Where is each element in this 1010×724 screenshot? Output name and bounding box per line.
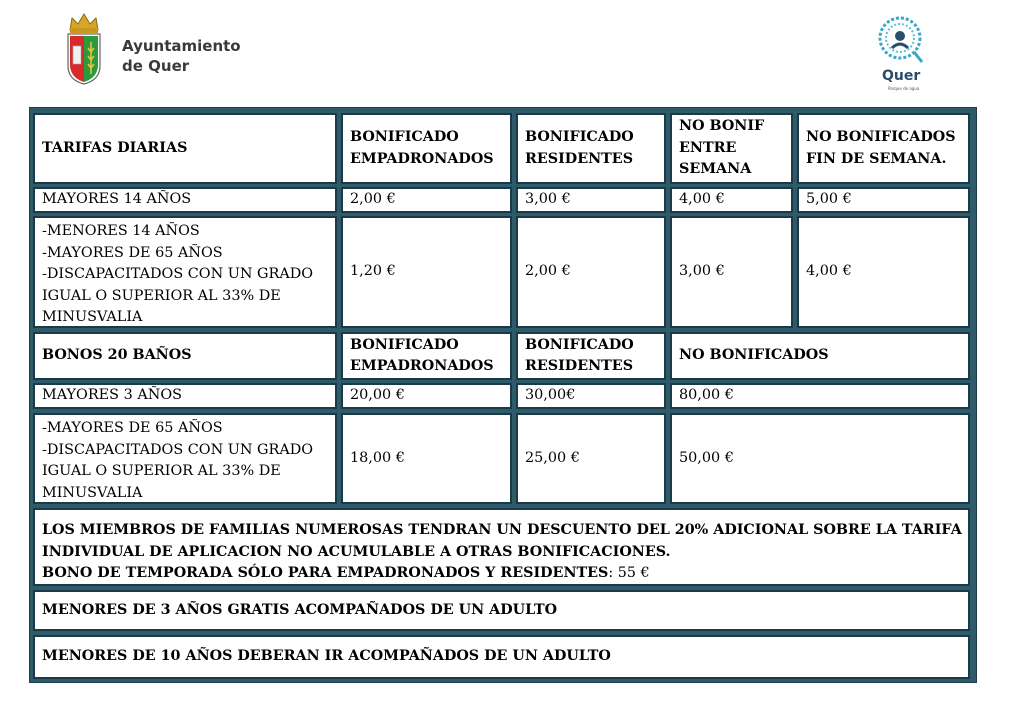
daily-price-cell: 2,00 € [341,187,512,213]
daily-row-label: MAYORES 14 AÑOS [33,187,337,213]
bonos-col-no-bonificados: NO BONIFICADOS [670,332,970,380]
familias-text: LOS MIEMBROS DE FAMILIAS NUMEROSAS TENDRAN UN DESCUENTO DEL 20% ADICIONAL SOBRE LA TARIFA INDIVIDUAL DE APLICACION NO ACUMULABLE A OTRAS BONIFICACIONES. [42,522,962,560]
park-name: Quer [882,68,921,84]
bonos-price-cell: 30,00€ [516,383,666,409]
daily-col-residentes: BONIFICADO RESIDENTES [516,113,666,184]
park-logo [870,14,940,94]
bonos-title: BONOS 20 BAÑOS [33,332,337,380]
familias-note [33,508,970,586]
bonos-col-residentes: BONIFICADO RESIDENTES [516,332,666,380]
temporada-value: : 55 € [608,565,650,581]
park-tagline: Parque de agua [888,86,920,91]
menores-10-note: MENORES DE 10 AÑOS DEBERAN IR ACOMPAÑADOS DE UN ADULTO [33,635,970,679]
temporada-label: BONO DE TEMPORADA SÓLO PARA EMPADRONADOS Y RESIDENTES [42,565,609,581]
bonos-price-cell: 80,00 € [670,383,970,409]
daily-price-cell: 3,00 € [670,216,793,328]
daily-price-cell: 2,00 € [516,216,666,328]
bonos-price-cell: 25,00 € [516,413,666,504]
bonos-col-empadronados: BONIFICADO EMPADRONADOS [341,332,512,380]
bonos-row-label: MAYORES 3 AÑOS [33,383,337,409]
bonos-price-cell: 50,00 € [670,413,970,504]
daily-price-cell: 3,00 € [516,187,666,213]
council-logo [62,8,242,88]
bonos-row-label: -MAYORES DE 65 AÑOS -DISCAPACITADOS CON UN GRADO IGUAL O SUPERIOR AL 33% DE MINUSVALIA [33,413,337,504]
coat-of-arms-icon [62,8,112,86]
daily-col-fin-semana: NO BONIFICADOS FIN DE SEMANA. [797,113,970,184]
daily-price-cell: 4,00 € [797,216,970,328]
daily-col-empadronados: BONIFICADO EMPADRONADOS [341,113,512,184]
daily-col-entre-semana: NO BONIF ENTRE SEMANA [670,113,793,184]
daily-title: TARIFAS DIARIAS [33,113,337,184]
daily-price-cell: 1,20 € [341,216,512,328]
daily-row-label: -MENORES 14 AÑOS -MAYORES DE 65 AÑOS -DISCAPACITADOS CON UN GRADO IGUAL O SUPERIOR AL 33% DE MINUSVALIA [33,216,337,328]
water-park-icon [876,14,926,66]
daily-price-cell: 4,00 € [670,187,793,213]
bonos-price-cell: 18,00 € [341,413,512,504]
bonos-price-cell: 20,00 € [341,383,512,409]
menores-3-note: MENORES DE 3 AÑOS GRATIS ACOMPAÑADOS DE UN ADULTO [33,590,970,631]
council-name-line1: Ayuntamiento [122,37,241,55]
daily-price-cell: 5,00 € [797,187,970,213]
council-name-line2: de Quer [122,57,190,75]
